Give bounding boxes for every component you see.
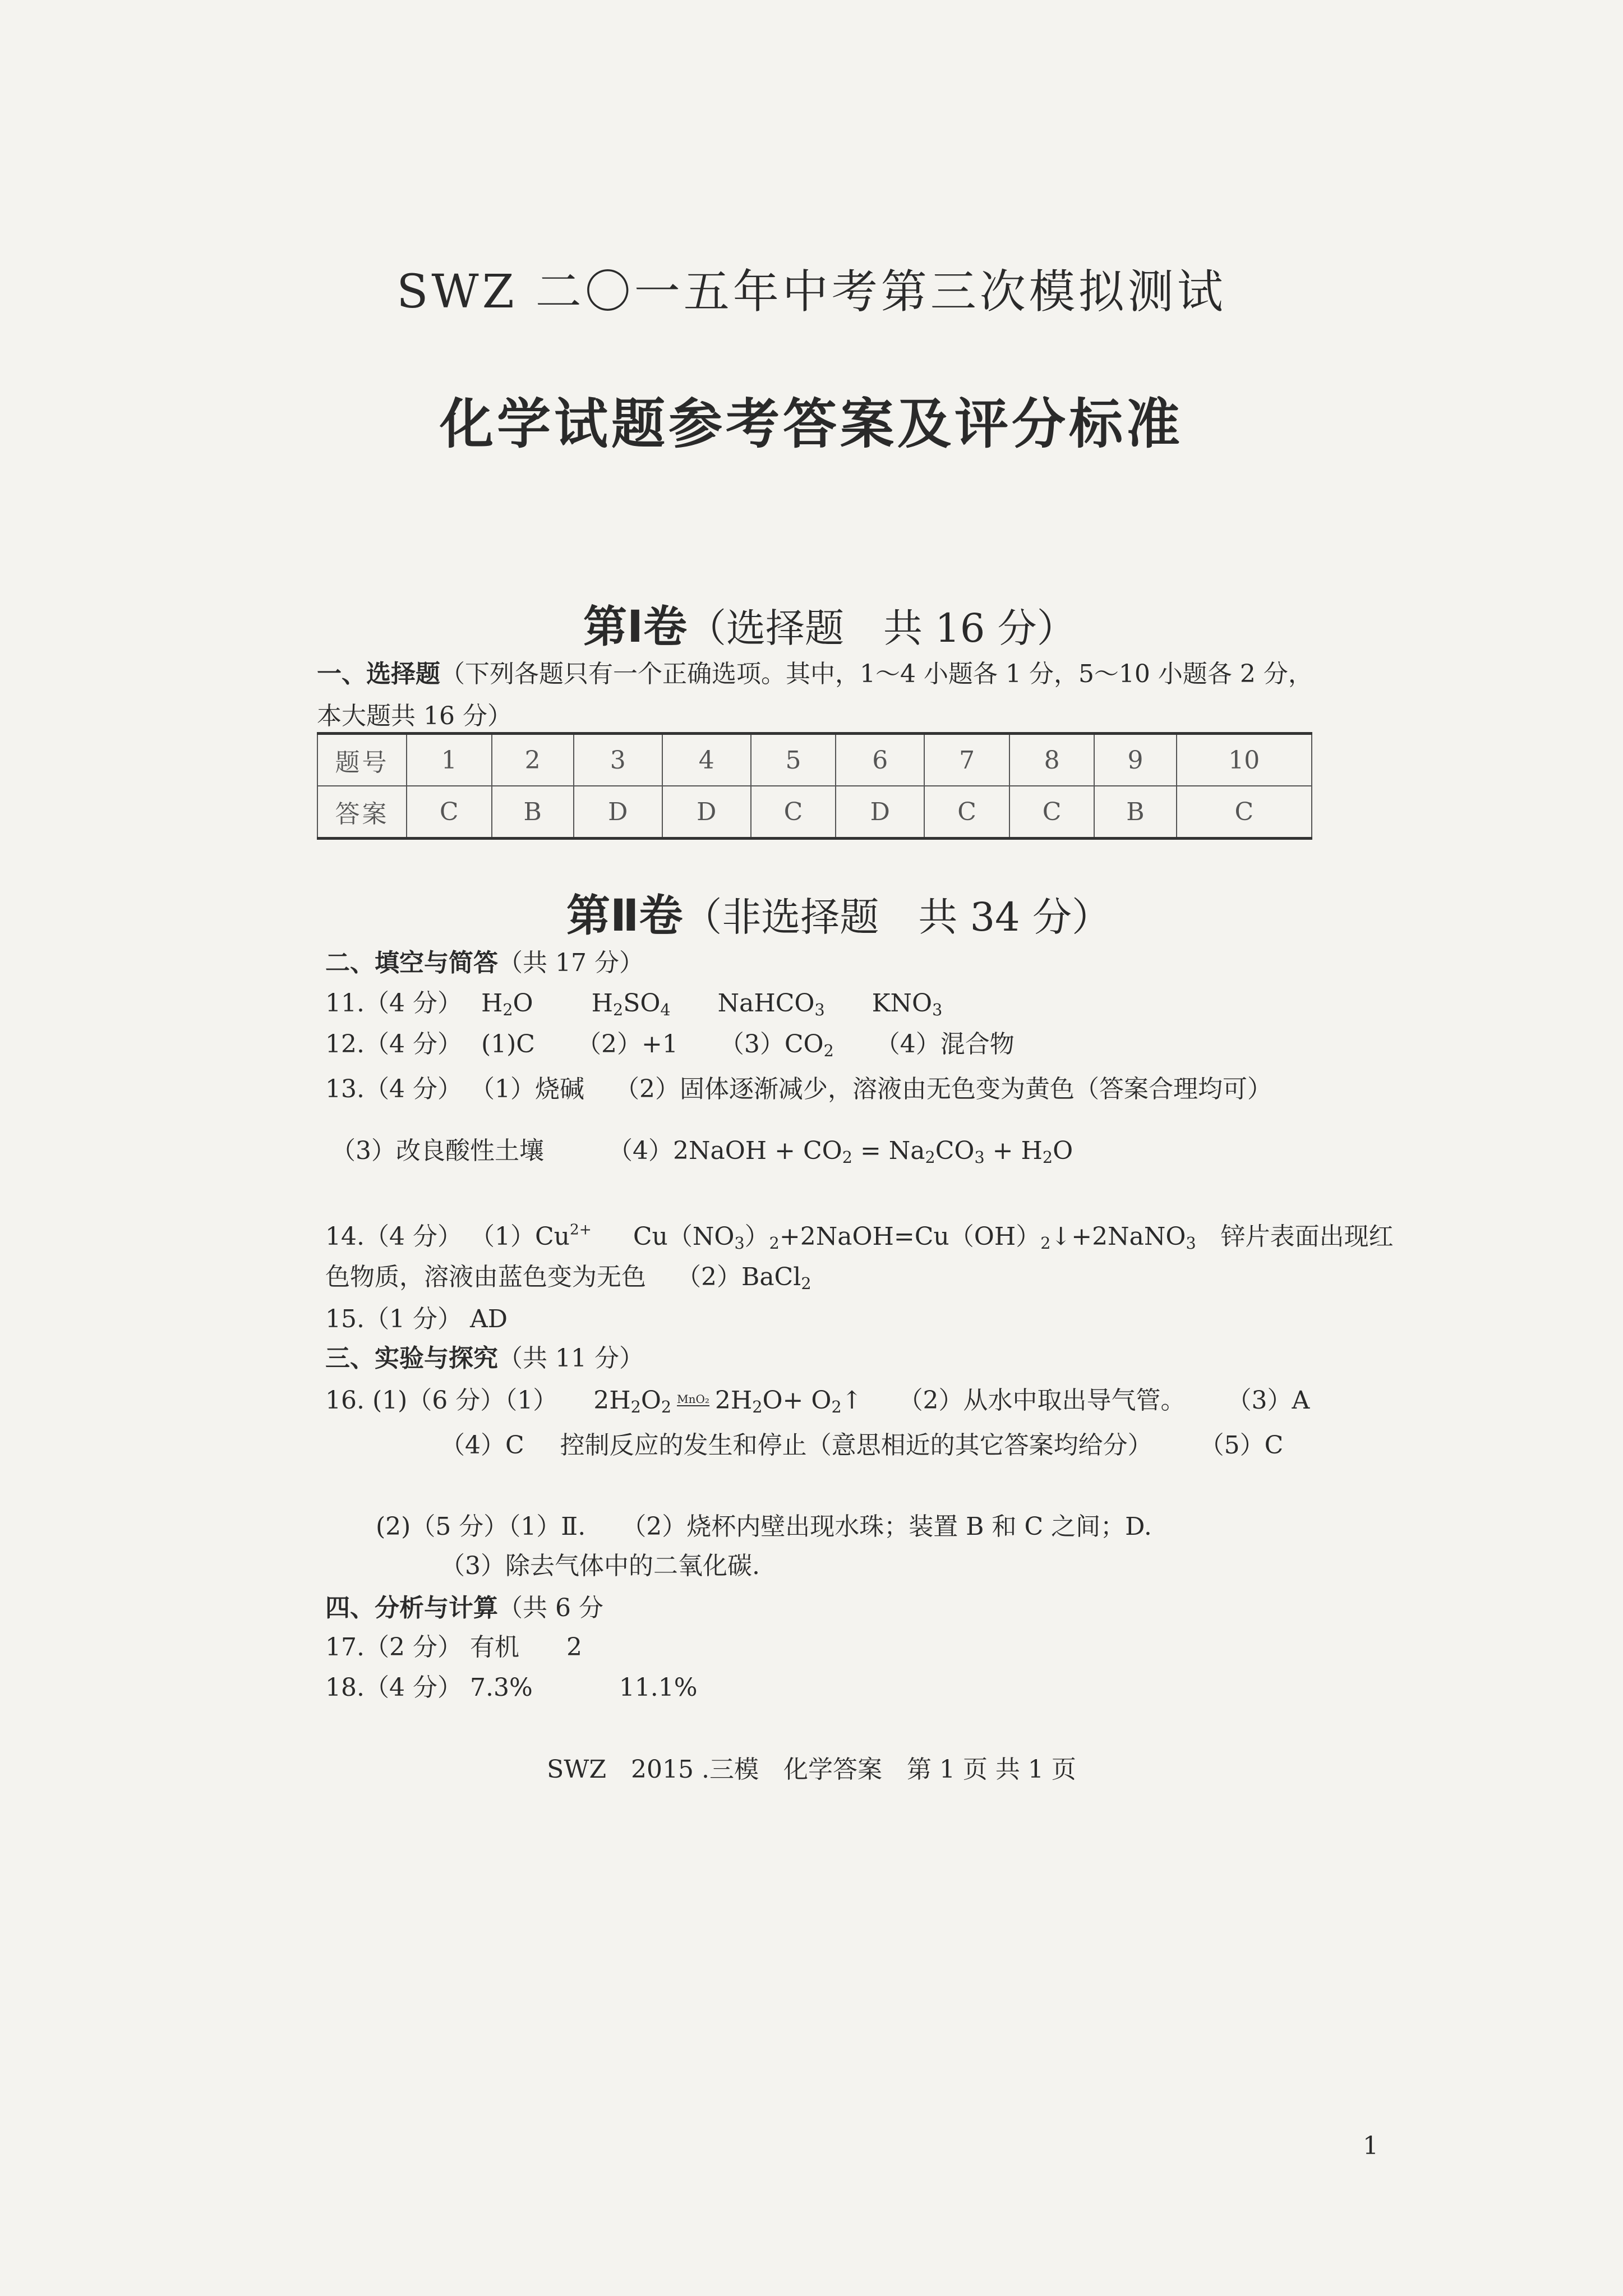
- section3-heading: [325, 1338, 644, 1374]
- q14-part-1: $(1)Cu^{2+}$: [469, 1221, 592, 1251]
- q11-number: 11.（4 分）: [325, 989, 462, 1018]
- table-header-cell: 题号: [317, 734, 407, 786]
- q17-line: [325, 1627, 582, 1663]
- table-cell: D: [574, 786, 662, 839]
- q16-equation: $2H_2O_2$ MnO₂ $2H_2O+$ $O_2↑$: [593, 1386, 863, 1417]
- q12-part-2: （2）+1: [576, 1030, 678, 1059]
- q16-part-4-detail: 控制反应的发生和停止（意思相近的其它答案均给分）: [560, 1431, 1152, 1460]
- table-cell: 9: [1094, 734, 1176, 786]
- choice-instruction-cont: 本大题共 16 分）: [317, 702, 512, 730]
- table-cell: D: [836, 786, 924, 839]
- q15-answer: AD: [469, 1305, 508, 1333]
- table-cell: B: [492, 786, 574, 839]
- q16-part-5: （5）C: [1199, 1431, 1284, 1460]
- q13-part-3: （3）改良酸性土壤: [331, 1137, 544, 1165]
- part1-heading: [583, 592, 1076, 655]
- section4-heading: [325, 1588, 603, 1623]
- q13-part-2: （2）固体逐渐减少，溶液由无色变为黄色（答案合理均可）: [614, 1075, 1272, 1103]
- table-header-cell: 答案: [317, 786, 407, 839]
- part2-heading-label: 第Ⅱ卷: [566, 891, 683, 941]
- catalyst-label: MnO₂: [677, 1392, 709, 1406]
- q16-subpart-2: [376, 1506, 1152, 1542]
- choice-section-label: 一、选择题: [317, 660, 440, 688]
- q16-part-2: （2）从水中取出导气管。: [898, 1386, 1186, 1415]
- q17-answer-1: 有机: [469, 1633, 519, 1662]
- q15-number: 15.（1 分）: [325, 1305, 462, 1333]
- q12-part-3: $(3)CO_2$: [719, 1030, 834, 1061]
- table-cell: 5: [751, 734, 836, 786]
- page-footer: SWZ 2015 .三模 化学答案 第 1 页 共 1 页: [547, 1755, 1076, 1784]
- table-cell: C: [1009, 786, 1095, 839]
- q16-part-4: （4）C: [440, 1431, 524, 1460]
- table-cell: 7: [924, 734, 1009, 786]
- table-cell: 10: [1177, 734, 1312, 786]
- table-cell: 2: [492, 734, 574, 786]
- q13-line: [325, 1069, 1272, 1105]
- q16-number: 16. (1)（6 分）（1）: [325, 1386, 558, 1415]
- q14-equation: $Cu(NO_3)_2+2NaOH=Cu(OH)_2↓+2NaNO_3$: [633, 1222, 1196, 1253]
- q17-number: 17.（2 分）: [325, 1633, 462, 1662]
- table-cell: D: [662, 786, 751, 839]
- q16-subpart-2-b: （2）烧杯内壁出现水珠；装置 B 和 C 之间；D.: [621, 1512, 1152, 1541]
- q14-observation-cont: 色物质，溶液由蓝色变为无色: [325, 1263, 646, 1291]
- table-cell: 1: [407, 734, 492, 786]
- table-cell: C: [1177, 786, 1312, 839]
- table-cell: C: [924, 786, 1009, 839]
- q16-subpart-2-c: （3）除去气体中的二氧化碳.: [440, 1552, 760, 1580]
- table-cell: 6: [836, 734, 924, 786]
- q13-line-2: [331, 1130, 1073, 1167]
- table-row-answers: [317, 786, 1312, 839]
- q13-equation: （4）2NaOH + $CO_2 = Na_2CO_3 + H_2O$: [608, 1137, 1073, 1167]
- document-title: 化学试题参考答案及评分标准: [440, 393, 1183, 455]
- section2-label: 二、填空与简答: [325, 949, 498, 977]
- section3-label: 三、实验与探究: [325, 1344, 498, 1373]
- answer-table: [317, 732, 1312, 840]
- table-cell: C: [751, 786, 836, 839]
- q12-part-1: (1)C: [481, 1030, 535, 1059]
- section2-heading: [325, 942, 644, 978]
- q16-line: [325, 1380, 1310, 1416]
- choice-instruction: [317, 654, 1313, 689]
- table-cell: 4: [662, 734, 751, 786]
- part1-heading-detail: （选择题 共 16 分）: [687, 605, 1076, 651]
- q14-number: 14.（4 分）: [325, 1222, 462, 1251]
- section3-detail: （共 11 分）: [498, 1344, 644, 1373]
- q16-line-2: [440, 1425, 1283, 1461]
- part1-heading-label: 第Ⅰ卷: [583, 602, 688, 652]
- q11-line: [325, 983, 942, 1019]
- table-cell: 8: [1009, 734, 1095, 786]
- q13-number: 13.（4 分）: [325, 1075, 462, 1103]
- section4-detail: （共 6 分: [498, 1594, 603, 1622]
- q18-answer-2: 11.1%: [619, 1673, 698, 1702]
- choice-instruction-text: （下列各题只有一个正确选项。其中，1～4 小题各 1 分，5～10 小题各 2 分，: [440, 660, 1313, 688]
- q11-answer-1: $H_2O$: [481, 989, 533, 1020]
- q12-number: 12.（4 分）: [325, 1030, 462, 1059]
- table-row-numbers: [317, 734, 1312, 786]
- q18-number: 18.（4 分）: [325, 1673, 462, 1702]
- q11-answer-3: NaHCO$_3$: [717, 989, 825, 1020]
- q18-line: [325, 1667, 698, 1703]
- q12-line: [325, 1024, 1015, 1060]
- q11-answer-2: $H_2SO_4$: [591, 989, 671, 1020]
- q17-answer-2: 2: [566, 1633, 582, 1662]
- table-cell: B: [1094, 786, 1176, 839]
- q14-line-2: [325, 1257, 811, 1293]
- table-cell: 3: [574, 734, 662, 786]
- q16-subpart-2-a: (2)（5 分）（1）Ⅱ.: [376, 1512, 586, 1541]
- q14-line: [325, 1216, 1394, 1253]
- page-number: 1: [1363, 2132, 1378, 2160]
- q16-part-3: （3）A: [1227, 1386, 1310, 1415]
- table-cell: C: [407, 786, 492, 839]
- q14-observation: 锌片表面出现红: [1220, 1222, 1394, 1251]
- q13-part-1: （1）烧碱: [469, 1075, 584, 1103]
- q12-part-4: （4）混合物: [875, 1030, 1015, 1059]
- part2-heading-detail: （非选择题 共 34 分）: [683, 894, 1111, 940]
- part2-heading: [566, 881, 1111, 944]
- section4-label: 四、分析与计算: [325, 1594, 498, 1622]
- q15-line: [325, 1299, 508, 1335]
- q18-answer-1: 7.3%: [469, 1673, 533, 1702]
- section2-detail: （共 17 分）: [498, 949, 644, 977]
- exam-title: SWZ 二〇一五年中考第三次模拟测试: [396, 265, 1227, 319]
- q11-answer-4: $KNO_3$: [872, 989, 943, 1020]
- q14-part-2: （2）BaCl$_2$: [676, 1263, 811, 1294]
